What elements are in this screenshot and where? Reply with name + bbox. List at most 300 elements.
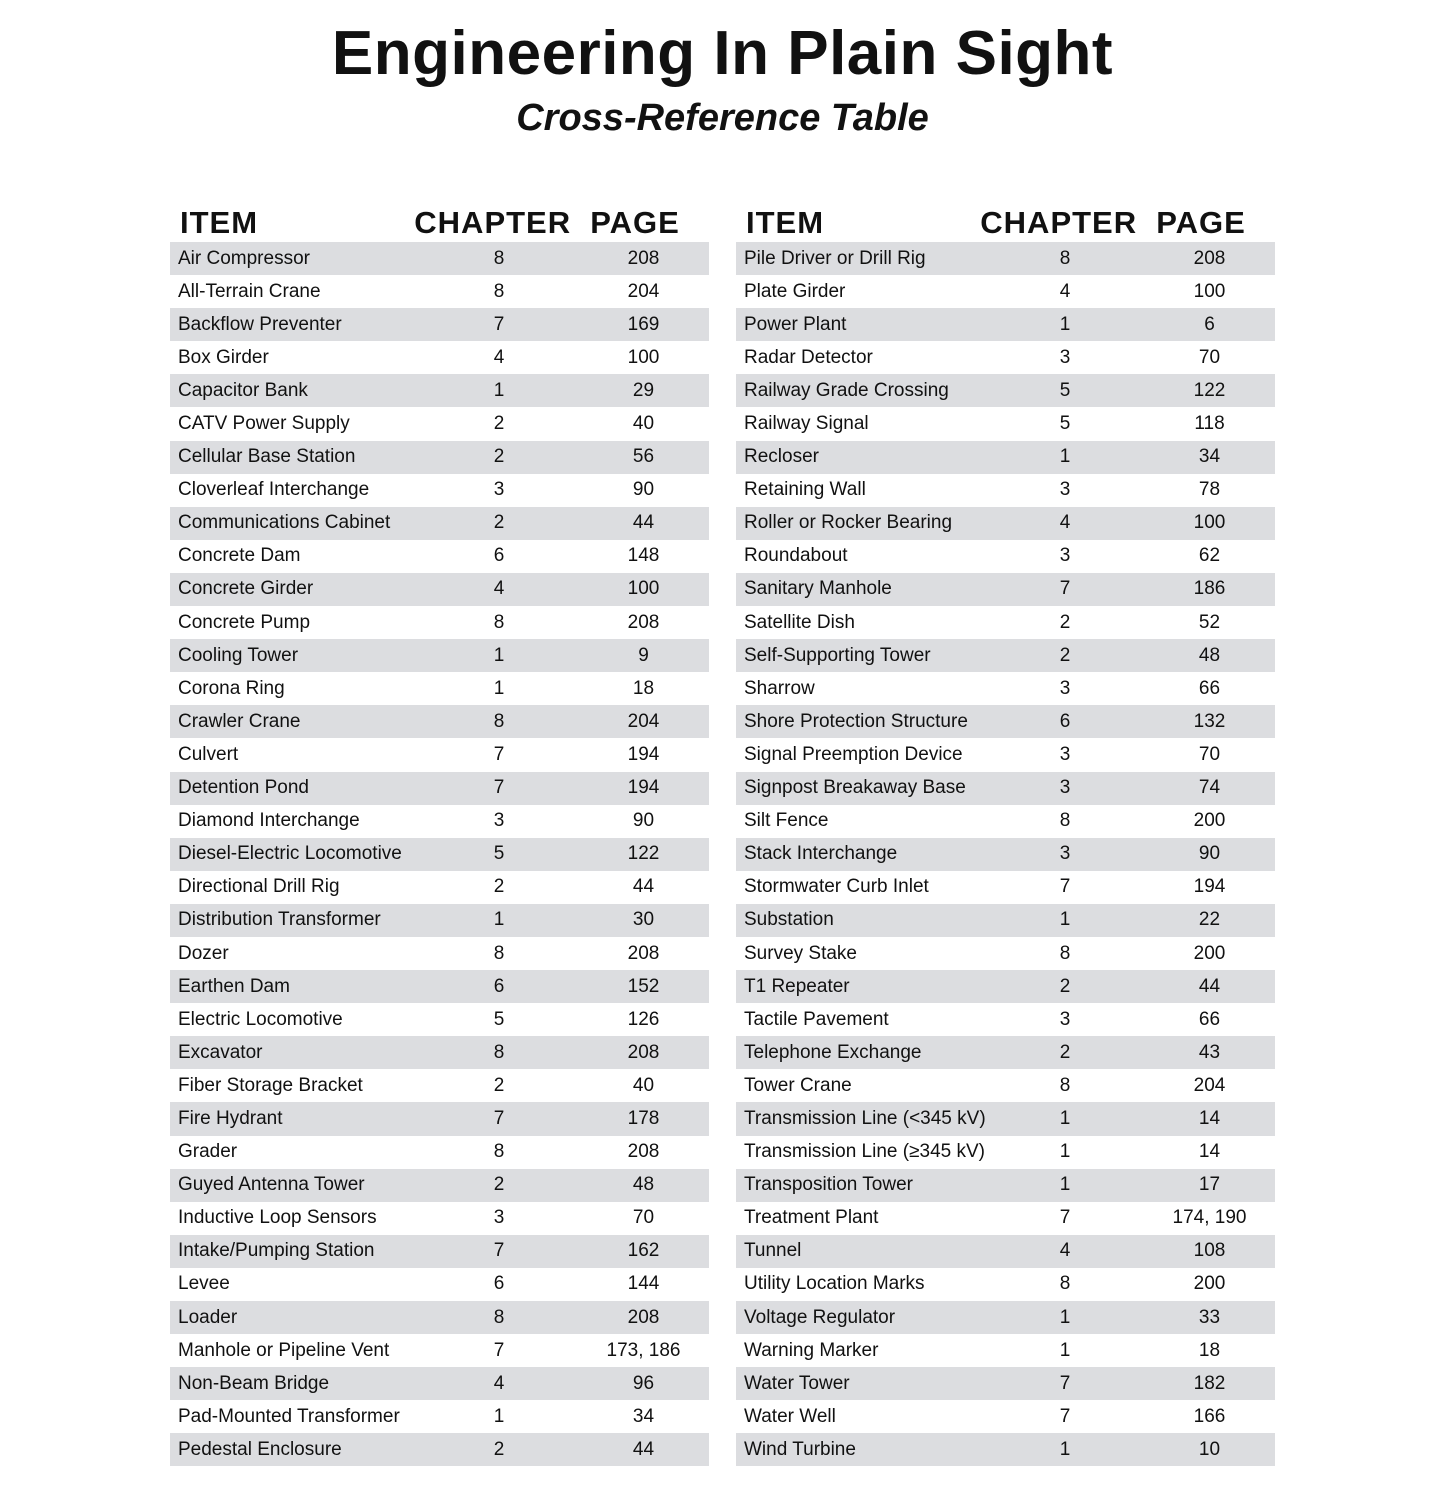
page-cell: 40 xyxy=(632,413,655,435)
chapter-cell: 7 xyxy=(493,1339,505,1361)
table-row xyxy=(736,1301,1275,1334)
item-cell: T1 Repeater xyxy=(744,975,850,997)
table-row xyxy=(170,1433,709,1466)
page-cell: 178 xyxy=(627,1107,660,1129)
table-row xyxy=(736,1036,1275,1069)
page-cell: 44 xyxy=(1198,975,1221,997)
chapter-cell: 4 xyxy=(1059,280,1071,302)
item-cell: Tower Crane xyxy=(744,1074,852,1096)
page-cell: 208 xyxy=(627,942,660,964)
page-cell: 126 xyxy=(627,1008,660,1030)
page-cell: 132 xyxy=(1193,710,1226,732)
table-row xyxy=(736,1003,1275,1036)
chapter-cell: 3 xyxy=(493,479,505,501)
item-cell: Satellite Dish xyxy=(744,611,855,633)
page-cell: 122 xyxy=(627,843,660,865)
header-page: PAGE xyxy=(1156,205,1246,240)
chapter-cell: 4 xyxy=(493,578,505,600)
chapter-cell: 4 xyxy=(493,346,505,368)
item-cell: Cooling Tower xyxy=(178,644,299,666)
page-cell: 200 xyxy=(1193,1273,1226,1295)
item-cell: Concrete Pump xyxy=(178,611,311,633)
item-cell: Telephone Exchange xyxy=(744,1041,922,1063)
chapter-cell: 8 xyxy=(493,280,505,302)
table-row xyxy=(170,772,709,805)
item-cell: Warning Marker xyxy=(744,1339,879,1361)
item-cell: Corona Ring xyxy=(178,677,285,699)
page-cell: 62 xyxy=(1198,545,1221,567)
item-cell: Sharrow xyxy=(744,677,815,699)
chapter-cell: 1 xyxy=(1059,1438,1071,1460)
item-cell: Non-Beam Bridge xyxy=(178,1372,330,1394)
chapter-cell: 1 xyxy=(1059,1306,1071,1328)
item-cell: Sanitary Manhole xyxy=(744,578,892,600)
header-chapter: CHAPTER xyxy=(980,205,1138,240)
table-row xyxy=(736,1367,1275,1400)
item-cell: Pad-Mounted Transformer xyxy=(178,1405,400,1427)
chapter-cell: 4 xyxy=(493,1372,505,1394)
table-row xyxy=(170,738,709,771)
chapter-cell: 8 xyxy=(493,710,505,732)
item-cell: Fiber Storage Bracket xyxy=(178,1074,363,1096)
chapter-cell: 7 xyxy=(493,743,505,765)
item-cell: Concrete Girder xyxy=(178,578,314,600)
page-cell: 148 xyxy=(627,545,660,567)
page-cell: 70 xyxy=(632,1207,655,1229)
item-cell: Wind Turbine xyxy=(744,1438,856,1460)
item-cell: Inductive Loop Sensors xyxy=(178,1207,377,1229)
table-row xyxy=(736,904,1275,937)
table-row xyxy=(736,573,1275,606)
table-row xyxy=(736,705,1275,738)
table-row xyxy=(170,341,709,374)
page-cell: 44 xyxy=(632,876,655,898)
item-cell: Grader xyxy=(178,1141,238,1163)
chapter-cell: 2 xyxy=(493,1438,505,1460)
page-cell: 10 xyxy=(1198,1438,1221,1460)
item-cell: Retaining Wall xyxy=(744,479,866,501)
table-row xyxy=(736,1169,1275,1202)
chapter-cell: 8 xyxy=(1059,247,1071,269)
table-row xyxy=(170,1069,709,1102)
chapter-cell: 3 xyxy=(1059,479,1071,501)
table-row xyxy=(736,374,1275,407)
chapter-cell: 1 xyxy=(1059,313,1071,335)
table-row xyxy=(170,308,709,341)
table-row xyxy=(170,507,709,540)
page-cell: 208 xyxy=(627,1306,660,1328)
chapter-cell: 7 xyxy=(1059,1372,1071,1394)
item-cell: Levee xyxy=(178,1273,230,1295)
item-cell: Stack Interchange xyxy=(744,843,898,865)
chapter-cell: 6 xyxy=(493,975,505,997)
page-cell: 208 xyxy=(627,247,660,269)
table-row xyxy=(170,871,709,904)
table-row xyxy=(170,1301,709,1334)
item-cell: Culvert xyxy=(178,743,239,765)
item-cell: Silt Fence xyxy=(744,810,829,832)
item-cell: Capacitor Bank xyxy=(178,379,308,401)
chapter-cell: 2 xyxy=(1059,1041,1071,1063)
table-row xyxy=(170,705,709,738)
chapter-cell: 7 xyxy=(1059,578,1071,600)
table-row xyxy=(736,606,1275,639)
chapter-cell: 4 xyxy=(1059,512,1071,534)
table-row xyxy=(736,540,1275,573)
item-cell: Loader xyxy=(178,1306,238,1328)
table-row xyxy=(736,507,1275,540)
chapter-cell: 8 xyxy=(493,1041,505,1063)
table-row xyxy=(736,805,1275,838)
chapter-cell: 7 xyxy=(1059,876,1071,898)
item-cell: Excavator xyxy=(178,1041,263,1063)
table-row xyxy=(170,1268,709,1301)
page-cell: 100 xyxy=(627,578,660,600)
table-row xyxy=(736,1202,1275,1235)
chapter-cell: 3 xyxy=(493,810,505,832)
item-cell: Railway Grade Crossing xyxy=(744,379,949,401)
chapter-cell: 1 xyxy=(1059,1107,1071,1129)
table-row xyxy=(170,1169,709,1202)
table-row xyxy=(170,1235,709,1268)
page-cell: 18 xyxy=(632,677,655,699)
item-cell: Water Tower xyxy=(744,1372,850,1394)
chapter-cell: 2 xyxy=(493,512,505,534)
table-row xyxy=(170,1367,709,1400)
chapter-cell: 2 xyxy=(1059,644,1071,666)
table-row xyxy=(170,1202,709,1235)
header-item: ITEM xyxy=(746,205,825,240)
page-cell: 122 xyxy=(1193,379,1226,401)
chapter-cell: 3 xyxy=(493,1207,505,1229)
page-cell: 100 xyxy=(1193,280,1226,302)
item-cell: Directional Drill Rig xyxy=(178,876,340,898)
chapter-cell: 1 xyxy=(493,644,505,666)
chapter-cell: 1 xyxy=(1059,909,1071,931)
chapter-cell: 1 xyxy=(493,677,505,699)
chapter-cell: 7 xyxy=(1059,1405,1071,1427)
page-cell: 17 xyxy=(1198,1174,1221,1196)
item-cell: Intake/Pumping Station xyxy=(178,1240,375,1262)
page-cell: 34 xyxy=(632,1405,655,1427)
page-cell: 204 xyxy=(1193,1074,1226,1096)
page-cell: 100 xyxy=(1193,512,1226,534)
page-cell: 48 xyxy=(632,1174,655,1196)
page-cell: 194 xyxy=(627,777,660,799)
chapter-cell: 2 xyxy=(493,1074,505,1096)
chapter-cell: 3 xyxy=(1059,743,1071,765)
page-cell: 70 xyxy=(1198,743,1221,765)
table-row xyxy=(736,1235,1275,1268)
table-row xyxy=(736,639,1275,672)
item-cell: Shore Protection Structure xyxy=(744,710,968,732)
table-row xyxy=(170,1102,709,1135)
page-cell: 194 xyxy=(627,743,660,765)
item-cell: Diesel-Electric Locomotive xyxy=(178,843,402,865)
table-row xyxy=(170,407,709,440)
table-row xyxy=(170,937,709,970)
table-body-left xyxy=(170,242,709,1466)
table-row xyxy=(170,606,709,639)
page-cell: 70 xyxy=(1198,346,1221,368)
page-cell: 48 xyxy=(1198,644,1221,666)
table-header xyxy=(736,200,1275,242)
table-row xyxy=(736,1102,1275,1135)
chapter-cell: 1 xyxy=(1059,446,1071,468)
item-cell: Radar Detector xyxy=(744,346,873,368)
chapter-cell: 1 xyxy=(493,909,505,931)
chapter-cell: 8 xyxy=(493,611,505,633)
chapter-cell: 7 xyxy=(493,313,505,335)
table-row xyxy=(736,275,1275,308)
chapter-cell: 3 xyxy=(1059,1008,1071,1030)
page-cell: 204 xyxy=(627,710,660,732)
item-cell: Stormwater Curb Inlet xyxy=(744,876,929,898)
page-cell: 169 xyxy=(627,313,660,335)
page-cell: 30 xyxy=(632,909,655,931)
chapter-cell: 3 xyxy=(1059,545,1071,567)
item-cell: Railway Signal xyxy=(744,413,869,435)
item-cell: Pedestal Enclosure xyxy=(178,1438,342,1460)
page-cell: 66 xyxy=(1198,1008,1221,1030)
item-cell: Treatment Plant xyxy=(744,1207,879,1229)
chapter-cell: 8 xyxy=(1059,810,1071,832)
cross-reference-table-right xyxy=(736,200,1275,1466)
item-cell: Manhole or Pipeline Vent xyxy=(178,1339,390,1361)
page-cell: 44 xyxy=(632,512,655,534)
item-cell: Cellular Base Station xyxy=(178,446,356,468)
table-row xyxy=(736,738,1275,771)
cross-reference-table-left xyxy=(170,200,709,1466)
item-cell: Earthen Dam xyxy=(178,975,290,997)
page-cell: 90 xyxy=(632,479,655,501)
item-cell: Substation xyxy=(744,909,834,931)
page-cell: 152 xyxy=(627,975,660,997)
table-row xyxy=(736,672,1275,705)
chapter-cell: 7 xyxy=(493,777,505,799)
table-row xyxy=(170,441,709,474)
item-cell: Signal Preemption Device xyxy=(744,743,963,765)
item-cell: Water Well xyxy=(744,1405,836,1427)
chapter-cell: 3 xyxy=(1059,777,1071,799)
item-cell: Air Compressor xyxy=(178,247,310,269)
item-cell: Voltage Regulator xyxy=(744,1306,896,1328)
table-row xyxy=(736,1268,1275,1301)
page-cell: 29 xyxy=(632,379,655,401)
chapter-cell: 2 xyxy=(1059,975,1071,997)
table-row xyxy=(170,672,709,705)
page-cell: 186 xyxy=(1193,578,1226,600)
chapter-cell: 2 xyxy=(493,1174,505,1196)
page-cell: 166 xyxy=(1193,1405,1226,1427)
chapter-cell: 7 xyxy=(493,1107,505,1129)
page-cell: 78 xyxy=(1198,479,1221,501)
page-cell: 56 xyxy=(632,446,655,468)
chapter-cell: 1 xyxy=(493,1405,505,1427)
table-row xyxy=(736,1400,1275,1433)
table-row xyxy=(736,871,1275,904)
page-cell: 208 xyxy=(627,1041,660,1063)
page-cell: 204 xyxy=(627,280,660,302)
table-row xyxy=(170,805,709,838)
page-cell: 33 xyxy=(1198,1306,1221,1328)
page-cell: 144 xyxy=(627,1273,660,1295)
table-body-right xyxy=(736,242,1275,1466)
page-cell: 182 xyxy=(1193,1372,1226,1394)
item-cell: Utility Location Marks xyxy=(744,1273,925,1295)
item-cell: Cloverleaf Interchange xyxy=(178,479,370,501)
page-subtitle: Cross-Reference Table xyxy=(516,97,929,139)
item-cell: Power Plant xyxy=(744,313,847,335)
page-cell: 200 xyxy=(1193,942,1226,964)
table-row xyxy=(170,573,709,606)
table-row xyxy=(736,474,1275,507)
item-cell: CATV Power Supply xyxy=(178,413,350,435)
page-cell: 174, 190 xyxy=(1172,1207,1247,1229)
chapter-cell: 3 xyxy=(1059,346,1071,368)
table-row xyxy=(736,970,1275,1003)
item-cell: Recloser xyxy=(744,446,819,468)
item-cell: Dozer xyxy=(178,942,229,964)
header-page: PAGE xyxy=(590,205,680,240)
table-row xyxy=(736,1136,1275,1169)
item-cell: Fire Hydrant xyxy=(178,1107,283,1129)
table-row xyxy=(170,970,709,1003)
item-cell: Crawler Crane xyxy=(178,710,301,732)
chapter-cell: 1 xyxy=(493,379,505,401)
header-chapter: CHAPTER xyxy=(414,205,572,240)
page-cell: 118 xyxy=(1194,413,1225,435)
chapter-cell: 5 xyxy=(1059,413,1071,435)
item-cell: Transposition Tower xyxy=(744,1174,913,1196)
chapter-cell: 6 xyxy=(1059,710,1071,732)
table-row xyxy=(736,772,1275,805)
chapter-cell: 4 xyxy=(1059,1240,1071,1262)
table-row xyxy=(736,937,1275,970)
table-row xyxy=(170,1036,709,1069)
table-row xyxy=(736,1433,1275,1466)
table-row xyxy=(736,1069,1275,1102)
page-cell: 44 xyxy=(632,1438,655,1460)
table-row xyxy=(170,374,709,407)
table-row xyxy=(736,308,1275,341)
table-row xyxy=(170,639,709,672)
item-cell: Electric Locomotive xyxy=(178,1008,343,1030)
header-item: ITEM xyxy=(180,205,259,240)
item-cell: Detention Pond xyxy=(178,777,309,799)
page-cell: 18 xyxy=(1198,1339,1221,1361)
page-cell: 14 xyxy=(1198,1107,1221,1129)
item-cell: All-Terrain Crane xyxy=(178,280,321,302)
page-cell: 108 xyxy=(1193,1240,1226,1262)
chapter-cell: 5 xyxy=(1059,379,1071,401)
table-header xyxy=(170,200,709,242)
item-cell: Survey Stake xyxy=(744,942,857,964)
chapter-cell: 2 xyxy=(1059,611,1071,633)
chapter-cell: 5 xyxy=(493,843,505,865)
chapter-cell: 8 xyxy=(493,1306,505,1328)
table-row xyxy=(736,341,1275,374)
item-cell: Self-Supporting Tower xyxy=(744,644,931,666)
page-cell: 52 xyxy=(1198,611,1221,633)
page-cell: 100 xyxy=(627,346,660,368)
table-row xyxy=(170,242,709,275)
chapter-cell: 8 xyxy=(1059,942,1071,964)
chapter-cell: 1 xyxy=(1059,1141,1071,1163)
item-cell: Diamond Interchange xyxy=(178,810,360,832)
page-cell: 74 xyxy=(1198,777,1221,799)
chapter-cell: 7 xyxy=(1059,1207,1071,1229)
page-cell: 194 xyxy=(1193,876,1226,898)
item-cell: Pile Driver or Drill Rig xyxy=(744,247,926,269)
page-cell: 162 xyxy=(627,1240,660,1262)
chapter-cell: 1 xyxy=(1059,1339,1071,1361)
table-row xyxy=(170,540,709,573)
table-row xyxy=(170,474,709,507)
page-cell: 6 xyxy=(1204,313,1215,335)
chapter-cell: 6 xyxy=(493,545,505,567)
page-cell: 173, 186 xyxy=(606,1339,681,1361)
page-cell: 22 xyxy=(1198,909,1221,931)
item-cell: Concrete Dam xyxy=(178,545,301,567)
table-row xyxy=(736,242,1275,275)
page-cell: 208 xyxy=(627,611,660,633)
item-cell: Distribution Transformer xyxy=(178,909,381,931)
chapter-cell: 2 xyxy=(493,413,505,435)
chapter-cell: 8 xyxy=(493,1141,505,1163)
item-cell: Tactile Pavement xyxy=(744,1008,889,1030)
item-cell: Communications Cabinet xyxy=(178,512,391,534)
chapter-cell: 2 xyxy=(493,446,505,468)
item-cell: Guyed Antenna Tower xyxy=(178,1174,365,1196)
chapter-cell: 2 xyxy=(493,876,505,898)
chapter-cell: 1 xyxy=(1059,1174,1071,1196)
table-row xyxy=(736,407,1275,440)
table-row xyxy=(170,838,709,871)
table-row xyxy=(170,1334,709,1367)
page-cell: 66 xyxy=(1198,677,1221,699)
item-cell: Transmission Line (<345 kV) xyxy=(744,1107,986,1129)
table-row xyxy=(170,1400,709,1433)
item-cell: Roller or Rocker Bearing xyxy=(744,512,953,534)
page-cell: 90 xyxy=(632,810,655,832)
item-cell: Backflow Preventer xyxy=(178,313,342,335)
chapter-cell: 7 xyxy=(493,1240,505,1262)
item-cell: Tunnel xyxy=(744,1240,802,1262)
chapter-cell: 3 xyxy=(1059,677,1071,699)
page-cell: 96 xyxy=(632,1372,655,1394)
chapter-cell: 8 xyxy=(493,942,505,964)
page-cell: 200 xyxy=(1193,810,1226,832)
table-row xyxy=(736,1334,1275,1367)
page-cell: 14 xyxy=(1198,1141,1221,1163)
page-title: Engineering In Plain Sight xyxy=(331,19,1114,88)
page-cell: 208 xyxy=(627,1141,660,1163)
chapter-cell: 8 xyxy=(1059,1273,1071,1295)
table-row xyxy=(170,275,709,308)
item-cell: Box Girder xyxy=(178,346,269,368)
chapter-cell: 5 xyxy=(493,1008,505,1030)
page-cell: 34 xyxy=(1198,446,1221,468)
page-cell: 9 xyxy=(638,644,649,666)
item-cell: Plate Girder xyxy=(744,280,846,302)
table-row xyxy=(170,1003,709,1036)
item-cell: Transmission Line (≥345 kV) xyxy=(744,1141,985,1163)
page-cell: 40 xyxy=(632,1074,655,1096)
table-row xyxy=(170,1136,709,1169)
chapter-cell: 8 xyxy=(1059,1074,1071,1096)
item-cell: Signpost Breakaway Base xyxy=(744,777,966,799)
